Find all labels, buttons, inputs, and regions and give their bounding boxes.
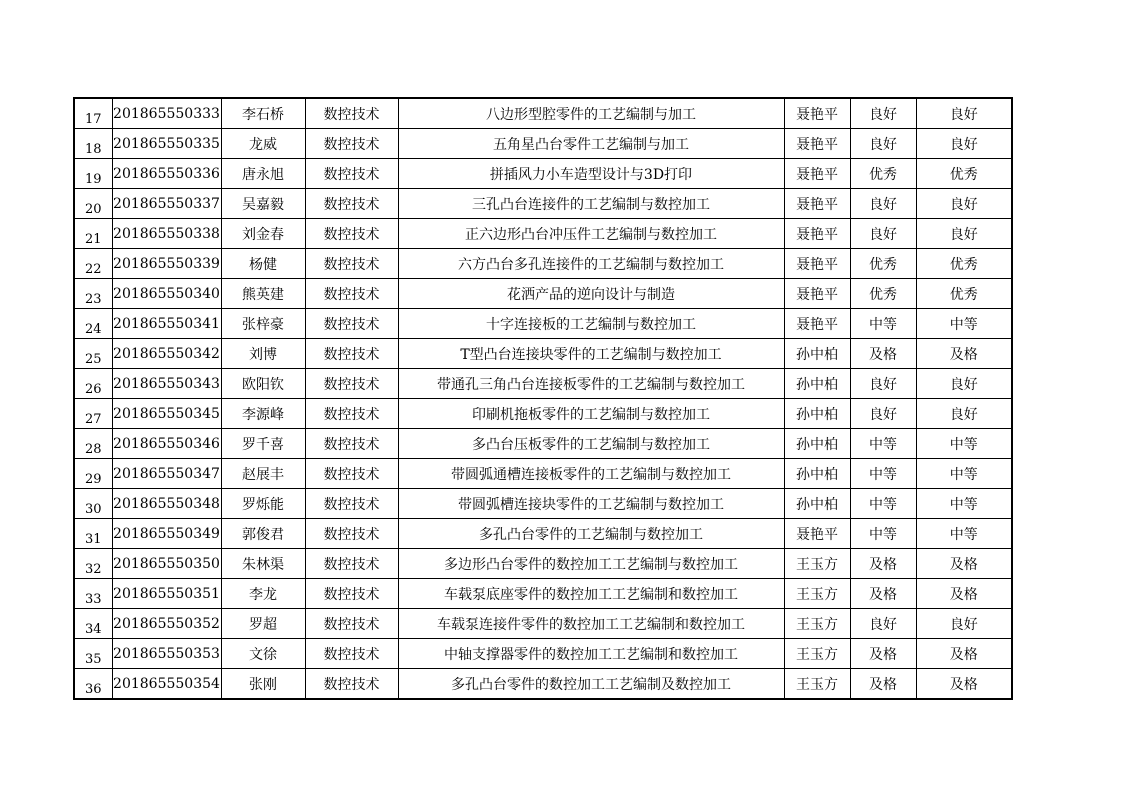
row-number-cell: 28: [74, 429, 112, 459]
advisor-cell: 王玉方: [784, 639, 850, 669]
final-grade-cell: 良好: [916, 609, 1012, 639]
row-number-cell: 27: [74, 399, 112, 429]
student-id-cell: 201865550351: [112, 579, 221, 609]
thesis-topic-cell: 多边形凸台零件的数控加工工艺编制与数控加工: [398, 549, 784, 579]
thesis-topic-cell: T型凸台连接块零件的工艺编制与数控加工: [398, 339, 784, 369]
row-number-cell: 26: [74, 369, 112, 399]
final-grade-cell: 良好: [916, 369, 1012, 399]
advisor-cell: 聂艳平: [784, 309, 850, 339]
row-number-cell: 23: [74, 279, 112, 309]
advisor-cell: 孙中柏: [784, 399, 850, 429]
thesis-topic-cell: 多孔凸台零件的数控加工工艺编制及数控加工: [398, 669, 784, 700]
thesis-topic-cell: 多凸台压板零件的工艺编制与数控加工: [398, 429, 784, 459]
grade-cell: 良好: [850, 219, 916, 249]
grade-cell: 良好: [850, 609, 916, 639]
major-cell: 数控技术: [305, 489, 398, 519]
final-grade-cell: 优秀: [916, 249, 1012, 279]
major-cell: 数控技术: [305, 609, 398, 639]
student-id-cell: 201865550336: [112, 159, 221, 189]
student-id-cell: 201865550337: [112, 189, 221, 219]
student-name-cell: 熊英建: [221, 279, 305, 309]
thesis-topic-cell: 车载泵底座零件的数控加工工艺编制和数控加工: [398, 579, 784, 609]
student-id-cell: 201865550354: [112, 669, 221, 700]
major-cell: 数控技术: [305, 219, 398, 249]
student-id-cell: 201865550339: [112, 249, 221, 279]
grade-cell: 中等: [850, 309, 916, 339]
advisor-cell: 聂艳平: [784, 189, 850, 219]
thesis-topic-cell: 八边形型腔零件的工艺编制与加工: [398, 98, 784, 129]
advisor-cell: 孙中柏: [784, 489, 850, 519]
grade-cell: 优秀: [850, 249, 916, 279]
student-name-cell: 李龙: [221, 579, 305, 609]
final-grade-cell: 中等: [916, 309, 1012, 339]
table-body: [74, 98, 1012, 699]
advisor-cell: 孙中柏: [784, 339, 850, 369]
student-name-cell: 罗超: [221, 609, 305, 639]
student-id-cell: 201865550348: [112, 489, 221, 519]
final-grade-cell: 中等: [916, 429, 1012, 459]
student-id-cell: 201865550349: [112, 519, 221, 549]
major-cell: 数控技术: [305, 519, 398, 549]
final-grade-cell: 优秀: [916, 159, 1012, 189]
advisor-cell: 王玉方: [784, 549, 850, 579]
major-cell: 数控技术: [305, 639, 398, 669]
row-number-cell: 22: [74, 249, 112, 279]
final-grade-cell: 及格: [916, 549, 1012, 579]
grade-cell: 良好: [850, 369, 916, 399]
advisor-cell: 聂艳平: [784, 519, 850, 549]
student-id-cell: 201865550333: [112, 98, 221, 129]
student-id-cell: 201865550350: [112, 549, 221, 579]
thesis-topic-cell: 中轴支撑器零件的数控加工工艺编制和数控加工: [398, 639, 784, 669]
final-grade-cell: 良好: [916, 399, 1012, 429]
table-row: [74, 639, 1012, 669]
student-name-cell: 唐永旭: [221, 159, 305, 189]
row-number-cell: 18: [74, 129, 112, 159]
thesis-topic-cell: 五角星凸台零件工艺编制与加工: [398, 129, 784, 159]
table-row: [74, 369, 1012, 399]
final-grade-cell: 优秀: [916, 279, 1012, 309]
student-name-cell: 赵展丰: [221, 459, 305, 489]
advisor-cell: 王玉方: [784, 579, 850, 609]
advisor-cell: 孙中柏: [784, 459, 850, 489]
student-name-cell: 李源峰: [221, 399, 305, 429]
major-cell: 数控技术: [305, 249, 398, 279]
row-number-cell: 32: [74, 549, 112, 579]
student-id-cell: 201865550343: [112, 369, 221, 399]
student-name-cell: 罗千喜: [221, 429, 305, 459]
student-name-cell: 朱林渠: [221, 549, 305, 579]
thesis-topic-cell: 十字连接板的工艺编制与数控加工: [398, 309, 784, 339]
major-cell: 数控技术: [305, 129, 398, 159]
grade-cell: 及格: [850, 549, 916, 579]
advisor-cell: 聂艳平: [784, 98, 850, 129]
table-row: [74, 189, 1012, 219]
major-cell: 数控技术: [305, 369, 398, 399]
thesis-topic-cell: 三孔凸台连接件的工艺编制与数控加工: [398, 189, 784, 219]
table-row: [74, 339, 1012, 369]
advisor-cell: 孙中柏: [784, 369, 850, 399]
table-row: [74, 279, 1012, 309]
student-id-cell: 201865550341: [112, 309, 221, 339]
major-cell: 数控技术: [305, 669, 398, 700]
advisor-cell: 王玉方: [784, 669, 850, 700]
student-id-cell: 201865550338: [112, 219, 221, 249]
major-cell: 数控技术: [305, 98, 398, 129]
student-name-cell: 文徐: [221, 639, 305, 669]
grade-cell: 及格: [850, 339, 916, 369]
table-row: [74, 429, 1012, 459]
table-row: [74, 159, 1012, 189]
final-grade-cell: 良好: [916, 189, 1012, 219]
table-row: [74, 489, 1012, 519]
final-grade-cell: 良好: [916, 129, 1012, 159]
row-number-cell: 36: [74, 669, 112, 700]
student-name-cell: 郭俊君: [221, 519, 305, 549]
grade-cell: 优秀: [850, 159, 916, 189]
student-id-cell: 201865550342: [112, 339, 221, 369]
row-number-cell: 25: [74, 339, 112, 369]
thesis-topic-cell: 六方凸台多孔连接件的工艺编制与数控加工: [398, 249, 784, 279]
student-id-cell: 201865550347: [112, 459, 221, 489]
major-cell: 数控技术: [305, 279, 398, 309]
student-id-cell: 201865550340: [112, 279, 221, 309]
major-cell: 数控技术: [305, 189, 398, 219]
row-number-cell: 19: [74, 159, 112, 189]
advisor-cell: 王玉方: [784, 609, 850, 639]
thesis-topic-cell: 带圆弧通槽连接板零件的工艺编制与数控加工: [398, 459, 784, 489]
major-cell: 数控技术: [305, 549, 398, 579]
advisor-cell: 聂艳平: [784, 219, 850, 249]
table-row: [74, 579, 1012, 609]
student-id-cell: 201865550353: [112, 639, 221, 669]
row-number-cell: 29: [74, 459, 112, 489]
grade-cell: 及格: [850, 669, 916, 700]
final-grade-cell: 良好: [916, 219, 1012, 249]
thesis-topic-cell: 多孔凸台零件的工艺编制与数控加工: [398, 519, 784, 549]
thesis-topic-cell: 带通孔三角凸台连接板零件的工艺编制与数控加工: [398, 369, 784, 399]
table-row: [74, 459, 1012, 489]
student-name-cell: 刘博: [221, 339, 305, 369]
thesis-topic-cell: 印刷机拖板零件的工艺编制与数控加工: [398, 399, 784, 429]
table-row: [74, 249, 1012, 279]
table-row: [74, 129, 1012, 159]
row-number-cell: 34: [74, 609, 112, 639]
final-grade-cell: 良好: [916, 98, 1012, 129]
major-cell: 数控技术: [305, 309, 398, 339]
thesis-topic-cell: 正六边形凸台冲压件工艺编制与数控加工: [398, 219, 784, 249]
table-row: [74, 519, 1012, 549]
advisor-cell: 聂艳平: [784, 159, 850, 189]
final-grade-cell: 及格: [916, 669, 1012, 700]
advisor-cell: 孙中柏: [784, 429, 850, 459]
student-name-cell: 张梓豪: [221, 309, 305, 339]
grade-cell: 中等: [850, 519, 916, 549]
major-cell: 数控技术: [305, 429, 398, 459]
row-number-cell: 20: [74, 189, 112, 219]
row-number-cell: 31: [74, 519, 112, 549]
row-number-cell: 21: [74, 219, 112, 249]
grade-cell: 中等: [850, 429, 916, 459]
student-id-cell: 201865550352: [112, 609, 221, 639]
advisor-cell: 聂艳平: [784, 129, 850, 159]
student-name-cell: 龙威: [221, 129, 305, 159]
student-name-cell: 杨健: [221, 249, 305, 279]
grade-cell: 良好: [850, 189, 916, 219]
final-grade-cell: 及格: [916, 579, 1012, 609]
major-cell: 数控技术: [305, 459, 398, 489]
table-row: [74, 98, 1012, 129]
grade-cell: 优秀: [850, 279, 916, 309]
major-cell: 数控技术: [305, 399, 398, 429]
grade-cell: 良好: [850, 399, 916, 429]
table-row: [74, 309, 1012, 339]
student-name-cell: 刘金春: [221, 219, 305, 249]
advisor-cell: 聂艳平: [784, 279, 850, 309]
final-grade-cell: 中等: [916, 489, 1012, 519]
table-row: [74, 219, 1012, 249]
advisor-cell: 聂艳平: [784, 249, 850, 279]
row-number-cell: 30: [74, 489, 112, 519]
table-row: [74, 399, 1012, 429]
student-name-cell: 张刚: [221, 669, 305, 700]
major-cell: 数控技术: [305, 579, 398, 609]
thesis-topic-cell: 车载泵连接件零件的数控加工工艺编制和数控加工: [398, 609, 784, 639]
student-id-cell: 201865550345: [112, 399, 221, 429]
thesis-topic-cell: 拼插风力小车造型设计与3D打印: [398, 159, 784, 189]
final-grade-cell: 中等: [916, 519, 1012, 549]
thesis-topic-cell: 花洒产品的逆向设计与制造: [398, 279, 784, 309]
final-grade-cell: 及格: [916, 639, 1012, 669]
final-grade-cell: 中等: [916, 459, 1012, 489]
student-name-cell: 李石桥: [221, 98, 305, 129]
student-name-cell: 吴嘉毅: [221, 189, 305, 219]
student-name-cell: 罗烁能: [221, 489, 305, 519]
student-id-cell: 201865550335: [112, 129, 221, 159]
row-number-cell: 24: [74, 309, 112, 339]
grade-cell: 中等: [850, 459, 916, 489]
grade-cell: 及格: [850, 639, 916, 669]
major-cell: 数控技术: [305, 339, 398, 369]
grade-cell: 良好: [850, 98, 916, 129]
table-row: [74, 669, 1012, 700]
final-grade-cell: 及格: [916, 339, 1012, 369]
table-row: [74, 549, 1012, 579]
table-row: [74, 609, 1012, 639]
row-number-cell: 35: [74, 639, 112, 669]
grade-cell: 及格: [850, 579, 916, 609]
row-number-cell: 17: [74, 98, 112, 129]
thesis-topic-cell: 带圆弧槽连接块零件的工艺编制与数控加工: [398, 489, 784, 519]
grade-cell: 良好: [850, 129, 916, 159]
student-name-cell: 欧阳钦: [221, 369, 305, 399]
row-number-cell: 33: [74, 579, 112, 609]
grade-table: [73, 97, 1013, 700]
major-cell: 数控技术: [305, 159, 398, 189]
grade-cell: 中等: [850, 489, 916, 519]
student-id-cell: 201865550346: [112, 429, 221, 459]
